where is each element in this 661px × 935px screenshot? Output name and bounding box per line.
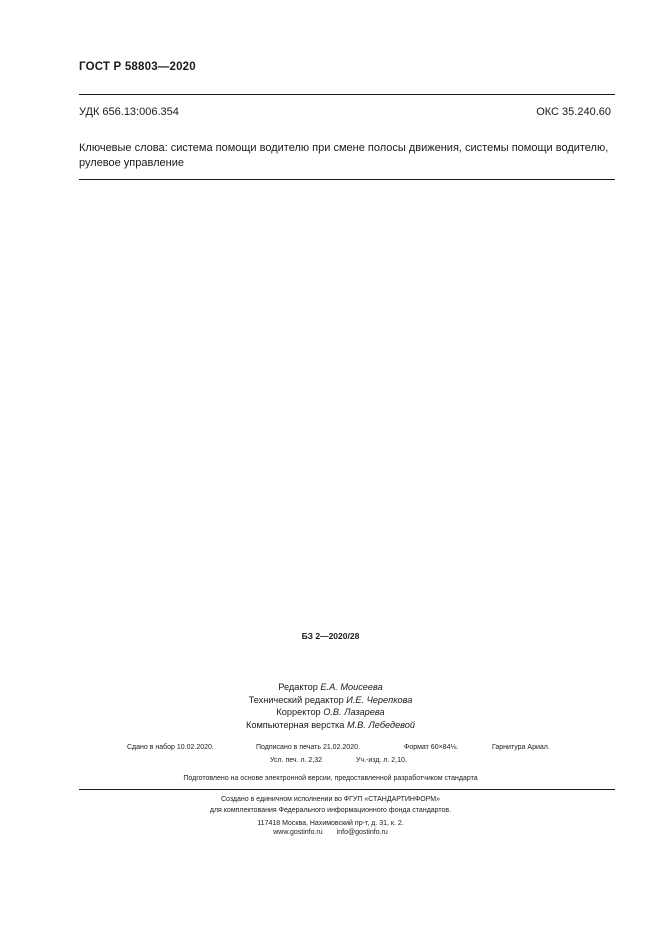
layout-role: Компьютерная верстка (246, 719, 345, 730)
signed-date: Подписано в печать 21.02.2020. (256, 744, 360, 751)
tech-editor-name: И.Е. Черепкова (346, 694, 413, 705)
oks-code: ОКС 35.240.60 (536, 106, 611, 118)
layout-line (0, 719, 661, 732)
submitted-date: Сдано в набор 10.02.2020. (127, 744, 214, 751)
keywords-line-2: рулевое управление (79, 157, 184, 169)
proofreader-line (0, 706, 661, 719)
proofreader-role: Корректор (276, 707, 321, 717)
printed-sheets: Усл. печ. л. 2,32 (270, 757, 323, 764)
paper-format: Формат 60×84⅛. (404, 744, 459, 751)
standard-code: ГОСТ Р 58803—2020 (79, 61, 196, 73)
udk-code: УДК 656.13:006.354 (79, 106, 179, 118)
keywords-line-1: Ключевые слова: система помощи водителю при смене полосы движения, системы помощи водителю, (79, 142, 609, 154)
email-link[interactable]: info@gostinfo.ru (336, 829, 388, 836)
staff-credits (0, 681, 661, 731)
proofreader-name: О.В. Лазарева (323, 707, 385, 717)
editor-role: Редактор (278, 682, 318, 692)
editor-name: Е.А. Моисеева (320, 682, 383, 692)
editor-line (0, 681, 661, 694)
website-link[interactable]: www.gostinfo.ru (273, 829, 323, 836)
publisher-contacts (0, 829, 661, 836)
tech-editor-role: Технический редактор (248, 694, 344, 705)
keywords-block (79, 141, 615, 171)
tech-editor-line (0, 694, 661, 707)
publisher-line-1: Создано в единичном исполнении во ФГУП «СТАНДАРТИНФОРМ» (220, 796, 441, 803)
keywords-divider (79, 179, 615, 180)
header-divider (79, 94, 615, 95)
publisher-divider (79, 789, 615, 790)
publishing-sheets: Уч.-изд. л. 2,10. (356, 757, 407, 764)
publisher-block (0, 794, 661, 816)
publisher-line-2: для комплектования Федерального информационного фонда стандартов. (209, 807, 452, 814)
publisher-address: 117418 Москва, Нахимовский пр-т, д. 31, к. 2. (257, 820, 404, 827)
typeface: Гарнитура Ариал. (492, 744, 550, 751)
layout-name: М.В. Лебедевой (346, 719, 415, 730)
bz-number: БЗ 2—2020/28 (301, 631, 360, 641)
prepared-note: Подготовлено на основе электронной версии, предоставленной разработчиком стандарта (183, 775, 478, 782)
